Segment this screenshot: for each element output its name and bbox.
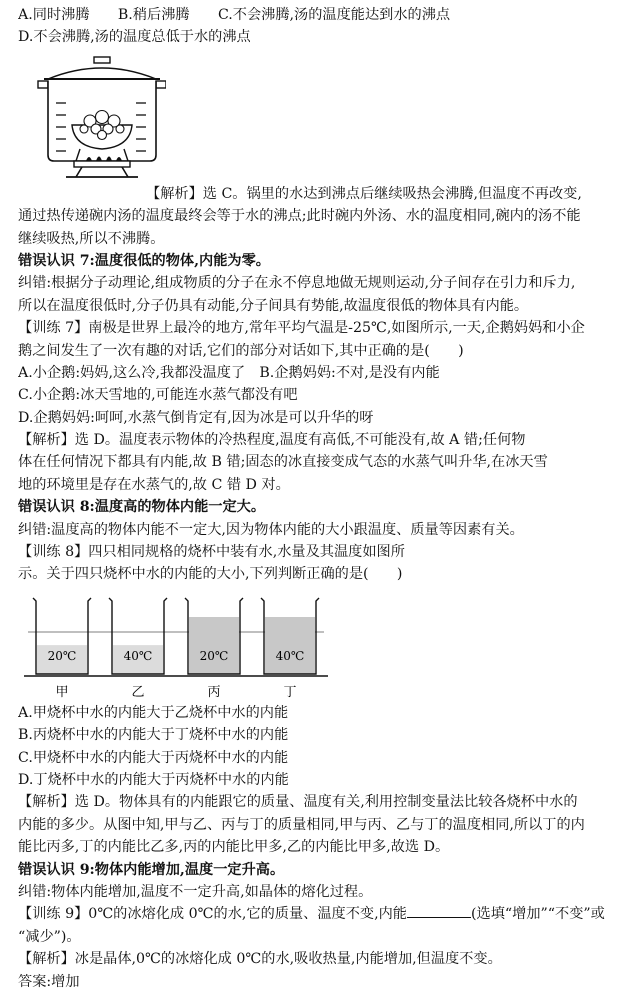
exercise-line: [18, 903, 624, 925]
option-line: C.甲烧杯中水的内能大于丙烧杯中水的内能: [18, 749, 289, 766]
exercise-text: 【训练 9】0℃的冰熔化成 0℃的水,它的质量、温度不变,内能: [18, 906, 407, 923]
analysis-line: 【解析】选 C。锅里的水达到沸点后继续吸热会沸腾,但温度不再改变,: [146, 185, 582, 202]
section-heading-8: 错误认识 8:温度高的物体内能一定大。: [18, 499, 266, 516]
option-line: A.小企鹅:妈妈,这么冷,我都没温度了 B.企鹅妈妈:不对,是没有内能: [18, 364, 440, 381]
correction-line: 所以在温度很低时,分子仍具有动能,分子间具有势能,故温度很低的物体具有内能。: [18, 297, 529, 314]
analysis-line: 体在任何情况下都具有内能,故 B 错;固态的冰直接变成气态的水蒸气叫升华,在冰天雪: [18, 454, 548, 471]
exercise-text: (选填“增加”“不变”或: [471, 906, 605, 923]
answer-line: 答案:增加: [18, 973, 80, 990]
option-line: A.同时沸腾 B.稍后沸腾 C.不会沸腾,汤的温度能达到水的沸点: [18, 7, 451, 23]
analysis-line: 【解析】选 D。物体具有的内能跟它的质量、温度有关,利用控制变量法比较各烧杯中水的: [18, 794, 578, 811]
beaker-1: [33, 598, 91, 700]
option-line: D.丁烧杯中水的内能大于丙烧杯中水的内能: [18, 771, 289, 788]
option-line: A.甲烧杯中水的内能大于乙烧杯中水的内能: [18, 704, 289, 721]
exercise-line: “减少”)。: [18, 928, 81, 945]
analysis-line: 【解析】冰是晶体,0℃的冰熔化成 0℃的水,吸收热量,内能增加,但温度不变。: [18, 951, 502, 968]
beaker-water: [265, 617, 315, 674]
exercise-line: 【训练 7】南极是世界上最冷的地方,常年平均气温是-25℃,如图所示,一天,企鹅妈妈和小企: [18, 320, 585, 337]
beaker-name-label: 乙: [131, 684, 145, 700]
document-page: [18, 4, 624, 993]
option-line: B.丙烧杯中水的内能大于丁烧杯中水的内能: [18, 727, 289, 744]
section-heading-7: 错误认识 7:温度很低的物体,内能为零。: [18, 252, 270, 269]
beaker-4: [261, 598, 319, 700]
analysis-line: 内能的多少。从图中知,甲与乙、丙与丁的质量相同,甲与丙、乙与丁的温度相同,所以丁的内: [18, 816, 585, 833]
beaker-temperature-label: 20℃: [47, 648, 77, 663]
option-line: C.小企鹅:冰天雪地的,可能连水蒸气都没有吧: [18, 387, 298, 404]
analysis-line: 【解析】选 D。温度表示物体的冷热程度,温度有高低,不可能没有,故 A 错;任何物: [18, 432, 526, 449]
beaker-3: [185, 598, 243, 700]
beaker-2: [109, 598, 167, 700]
pot-bowl-figure: [18, 55, 624, 183]
option-line: D.企鹅妈妈:呵呵,水蒸气倒肯定有,因为冰是可以升华的呀: [18, 409, 374, 426]
correction-line: 纠错:温度高的物体内能不一定大,因为物体内能的大小跟温度、质量等因素有关。: [18, 521, 524, 538]
exercise-line: 鹅之间发生了一次有趣的对话,它们的部分对话如下,其中正确的是( ): [18, 342, 464, 359]
beaker-name-label: 甲: [55, 684, 69, 700]
beaker-name-label: 丁: [283, 684, 297, 700]
exercise-line: 【训练 8】四只相同规格的烧杯中装有水,水量及其温度如图所: [18, 544, 405, 561]
beaker-name-label: 丙: [207, 684, 221, 700]
option-line: D.不会沸腾,汤的温度总低于水的沸点: [18, 29, 251, 46]
beaker-temperature-label: 40℃: [275, 648, 305, 663]
analysis-line: 能比丙多,丁的内能比乙多,丙的内能比甲多,乙的内能比甲多,故选 D。: [18, 839, 450, 856]
beaker-temperature-label: 40℃: [123, 648, 153, 663]
beakers-illustration: [24, 592, 334, 700]
answer-blank: [407, 903, 471, 918]
exercise-line: 示。关于四只烧杯中水的内能的大小,下列判断正确的是( ): [18, 566, 403, 583]
section-heading-9: 错误认识 9:物体内能增加,温度一定升高。: [18, 861, 285, 878]
analysis-line: 通过热传递碗内汤的温度最终会等于水的沸点;此时碗内外汤、水的温度相同,碗内的汤不能: [18, 208, 581, 225]
analysis-line: 地的环境里是存在水蒸气的,故 C 错 D 对。: [18, 476, 290, 493]
beaker-temperature-label: 20℃: [199, 648, 229, 663]
boiling-pot-illustration: [36, 55, 166, 180]
beakers-figure: [18, 592, 624, 702]
beaker-water: [189, 617, 239, 674]
analysis-line: 继续吸热,所以不沸腾。: [18, 230, 165, 247]
correction-line: 纠错:物体内能增加,温度不一定升高,如晶体的熔化过程。: [18, 883, 373, 900]
correction-line: 纠错:根据分子动理论,组成物质的分子在永不停息地做无规则运动,分子间存在引力和斥力,: [18, 275, 576, 292]
